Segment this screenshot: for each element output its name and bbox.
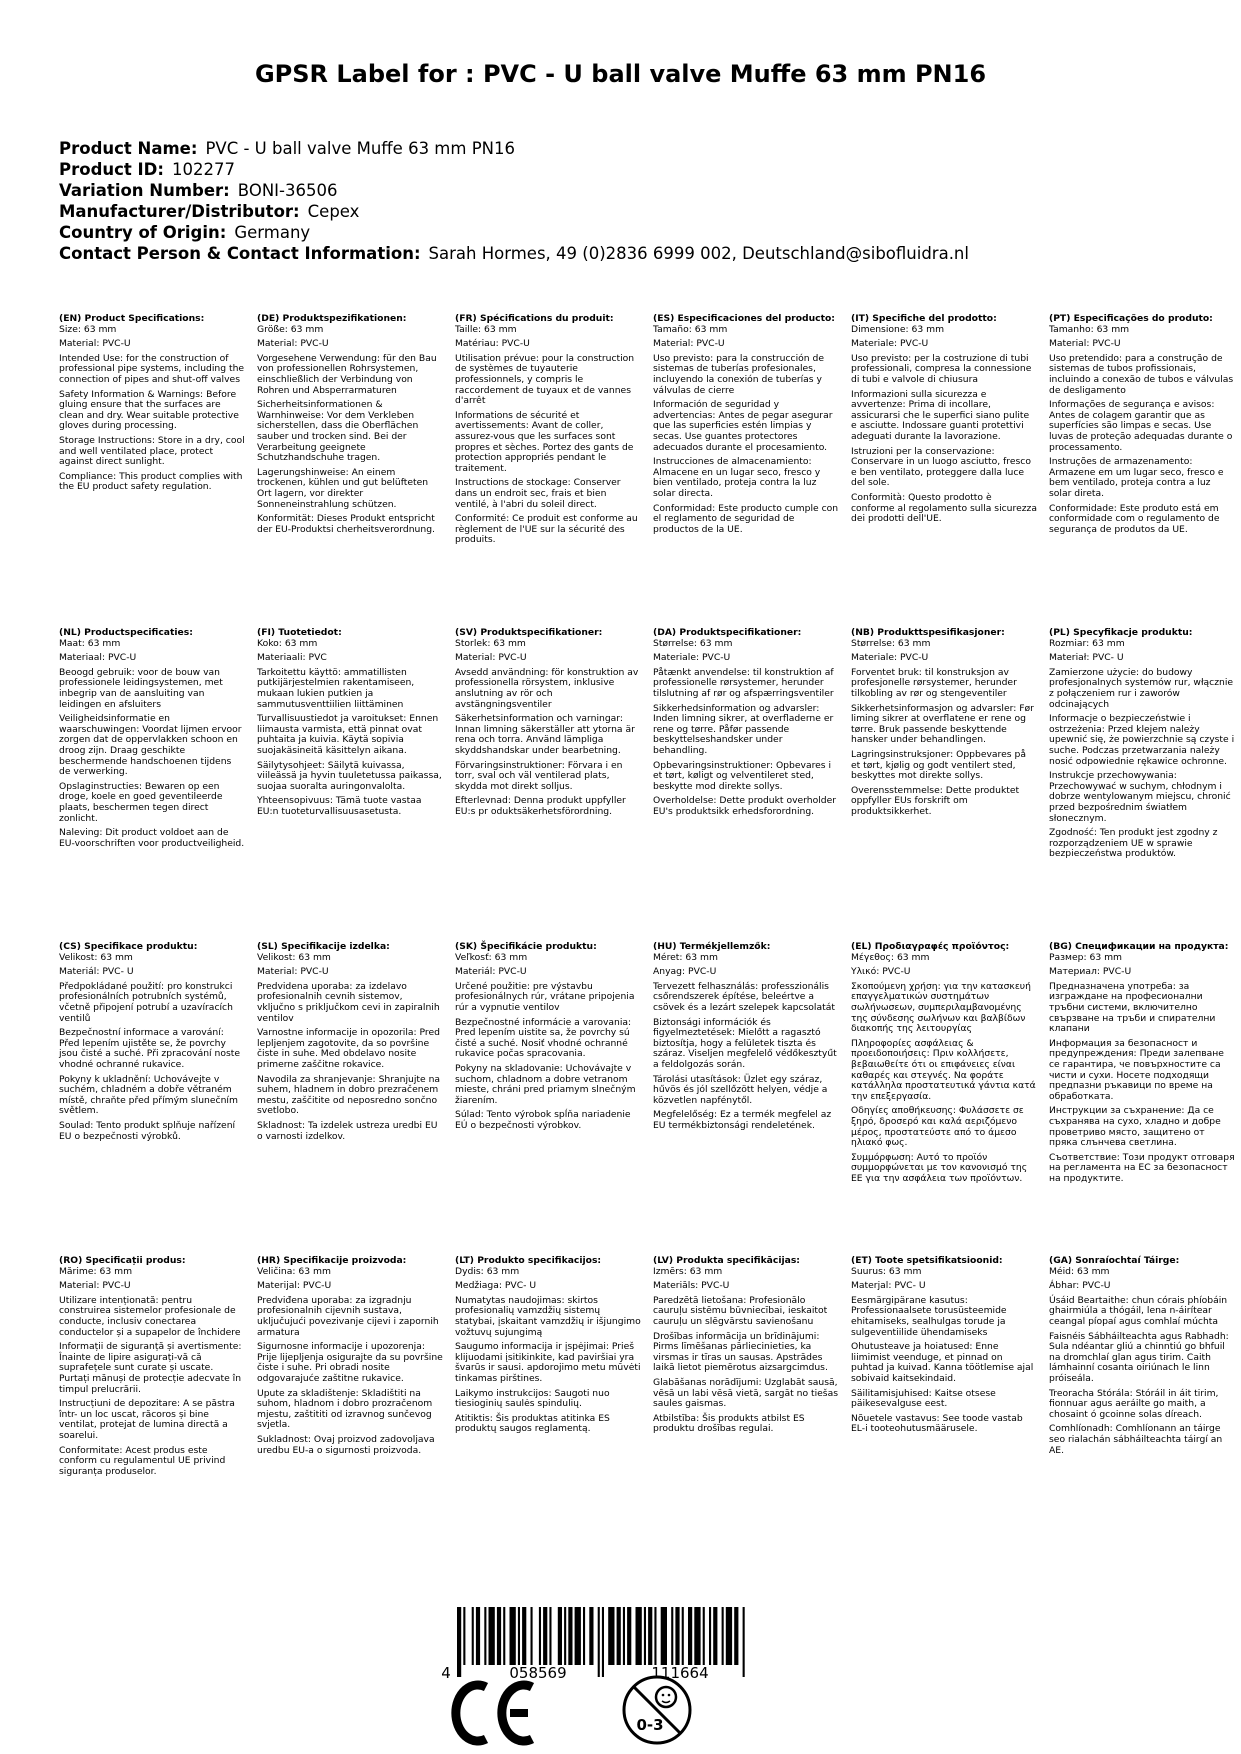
barcode-digits-right: 111664 [651,1664,709,1682]
spec-line: Veľkosť: 63 mm [455,951,528,963]
spec-paragraph: Veiligheidsinformatie en waarschuwingen: Voordat lijmen ervoor zorgen dat de oppervlakken schoon en droog zijn. Draag geschikte beschermende handschoenen tijdens de verwerking. [59,713,242,778]
spec-block [851,314,1037,525]
spec-heading: (NL) Productspecificaties: [59,627,193,638]
spec-paragraph: Tárolási utasítások: Üzlet egy száraz, hűvös és jól szellőzött helyen, védje a közvetlen napfénytől. [653,1073,828,1106]
spec-paragraph: Συμμόρφωση: Αυτό το προϊόν συμμορφώνεται με τον κανονισμό της ΕΕ για την ασφάλεια των προϊόντων. [851,1151,1028,1184]
spec-paragraph: Sigurnosne informacije i upozorenja: Prije lijepljenja osigurajte da su površine čiste i suhe. Pri obradi nosite odgovarajuće zaštitne rukavice. [257,1341,443,1384]
barcode-bar [484,1607,486,1665]
barcode-bar [675,1607,679,1665]
spec-paragraph: Varnostne informacije in opozorila: Pred lepljenjem zagotovite, da so površine čiste in suhe. Med obdelavo nosite primerne zaščitne rokavice. [257,1027,440,1070]
spec-paragraph: Instructions de stockage: Conserver dans un endroit sec, frais et bien ventilé, à l'abri du soleil direct. [455,477,621,510]
spec-line: Μέγεθος: 63 mm [851,951,930,963]
spec-paragraph: Turvallisuustiedot ja varoitukset: Ennen liimausta varmista, että pinnat ovat puhtaita ja kuivia. Käytä sopivia suojakäsineitä käsittelyn aikana. [257,713,439,756]
spec-heading: (HU) Termékjellemzők: [653,941,771,952]
spec-paragraph: Soulad: Tento produkt splňuje nařízení EU o bezpečnosti výrobků. [59,1119,236,1142]
spec-paragraph: Atbilstība: Šis produkts atbilst ES produktu drošības regulai. [653,1412,805,1435]
spec-paragraph: Skladnost: Ta izdelek ustreza uredbi EU o varnosti izdelkov. [257,1119,438,1142]
spec-heading: (DE) Produktspezifikationen: [257,313,407,324]
info-label: Variation Number: [59,181,230,200]
info-row [59,138,1209,159]
spec-paragraph: Úsáid Beartaithe: chun córais phíobáin ghairmiúla a thógáil, lena n-áirítear ceangal píopaí agus comhlaí múchta [1049,1294,1228,1327]
spec-block [851,942,1037,1184]
info-label: Country of Origin: [59,223,227,242]
barcode-bar [489,1607,495,1665]
barcode-bar [661,1607,667,1665]
spec-block [1049,628,1235,860]
spec-block [455,314,641,546]
spec-heading: (FR) Spécifications du produit: [455,313,614,324]
spec-heading: (SK) Špecifikácie produktu: [455,941,597,952]
spec-line: Rozmiar: 63 mm [1049,637,1125,649]
spec-line: Velikost: 63 mm [59,951,133,963]
spec-paragraph: Faisnéis Sábháilteachta agus Rabhadh: Sula ndéantar gliú a chinntiú go bhfuil na dromchlaí glan agus tirim. Caith lámhainní cosanta oiriúnach le linn próiseála. [1049,1330,1229,1384]
barcode-bar [734,1607,738,1665]
spec-paragraph: Bezpečnostné informácie a varovania: Pred lepením uistite sa, že povrchy sú čisté a suché. Nosiť vhodné ochranné rukavice počas spracovania. [455,1016,632,1060]
barcode-bar [644,1607,646,1665]
spec-paragraph: Vorgesehene Verwendung: für den Bau von professionellen Rohrsystemen, einschließlich der Verbindung von Rohren und Absperrarmaturen [257,352,437,396]
spec-paragraph: Sikkerhetsinformasjon og advarsler: Før liming sikrer at overflatene er rene og tørre. Bruk passende beskyttende hansker under behandlingen. [851,702,1034,746]
spec-block [1049,1256,1235,1456]
spec-line: Größe: 63 mm [257,323,324,335]
spec-paragraph: Opslaginstructies: Bewaren op een droge, koele en goed geventileerde plaats, beschermen tegen direct zonlicht. [59,780,223,824]
info-row [59,201,1209,222]
spec-paragraph: Upute za skladištenje: Skladištiti na suhom, hladnom i dobro prozračenom mjestu, zaštititi od izravnog sunčevog svjetla. [257,1387,433,1431]
spec-paragraph: Megfelelőség: Ez a termék megfelel az EU termékbiztonsági rendeletének. [653,1109,832,1131]
spec-paragraph: Drošības informācija un brīdinājumi: Pirms līmēšanas pārliecinieties, ka virsmas ir tīras un sausas. Apstrādes laikā lietot piemērotus aizsargcimdus. [653,1330,828,1374]
spec-paragraph: Uso previsto: para la construcción de sistemas de tuberías profesionales, incluyendo la conexión de tuberías y válvulas de cierre [653,352,825,396]
spec-line: Ábhar: PVC-U [1049,1280,1111,1292]
barcode-digits-left: 058569 [509,1664,567,1682]
spec-line: Veličina: 63 mm [257,1265,331,1277]
spec-paragraph: Utilizare intenționată: pentru construirea sistemelor profesionale de conducte, inclusiv conectarea conductelor și a supapelor de închidere [59,1294,241,1338]
spec-paragraph: Pokyny k ukladnění: Uchovávejte v suchém, chladném a dobře větraném místě, chraňte před přímým slunečním světlem. [59,1073,238,1117]
spec-line: Materiale: PVC-U [851,338,929,350]
barcode-bar [568,1607,572,1665]
spec-line: Materiale: PVC-U [851,652,929,664]
barcode-bar [703,1607,705,1665]
spec-line: Materiaal: PVC-U [59,652,137,664]
spec-block [455,942,641,1132]
barcode-bar [503,1607,505,1665]
spec-paragraph: Informações de segurança e avisos: Antes de colagem garantir que as superfícies são limpas e secas. Use luvas de proteção adequadas durante o processamento. [1049,399,1233,453]
spec-line: Dydis: 63 mm [455,1265,520,1277]
spec-block [653,314,839,535]
spec-paragraph: Säkerhetsinformation och varningar: Innan limning säkerställer att ytorna är rena och torra. Använd lämpliga skyddshandskar under bearbetning. [455,713,635,756]
barcode-bar [722,1607,724,1665]
info-value: BONI-36506 [237,181,338,200]
barcode-bar [549,1607,551,1665]
spec-paragraph: Conformidade: Este produto está em conformidade com o regulamento de segurança de produtos da UE. [1049,502,1220,535]
spec-paragraph: Beoogd gebruik: voor de bouw van professionele leidingsystemen, met inbegrip van de aansluiting van leidingen en afsluiters [59,666,223,710]
barcode-bar [617,1607,621,1665]
barcode-bar [564,1607,566,1665]
barcode-digit-prefix: 4 [441,1664,451,1682]
barcode-bar [694,1607,700,1665]
barcode-bar [575,1607,581,1665]
product-info [59,138,1209,264]
spec-line: Størrelse: 63 mm [653,637,733,649]
info-value: Germany [234,223,311,242]
spec-paragraph: Předpokládané použití: pro konstrukci profesionálních potrubních systémů, včetně připojení potrubí a uzavíracích ventilů [59,980,233,1024]
spec-line: Mărime: 63 mm [59,1265,133,1277]
spec-block [59,942,245,1142]
barcode-bar [472,1607,474,1665]
spec-paragraph: Lagringsinstruksjoner: Oppbevares på et tørt, kjølig og godt ventilert sted, beskyttes mot direkte sollys. [851,748,1026,782]
spec-paragraph: Informacje o bezpieczeństwie i ostrzeżenia: Przed klejem należy upewnić się, że powierzchnie są czyste i suche. Podczas przetwarzania należy nosić odpowiednie rękawice ochronne. [1049,713,1235,767]
spec-paragraph: Sukladnost: Ovaj proizvod zadovoljava uredbu EU-a o sigurnosti proizvoda. [257,1433,435,1456]
barcode-bar [688,1607,692,1665]
barcode-bar [671,1607,673,1665]
barcode-bar [543,1607,547,1665]
spec-paragraph: Saugumo informacija ir įspėjimai: Prieš klijuodami įsitikinkite, kad paviršiai yra švarūs ir sausi. apdorojimo metu mūvėti tinkamas pirštines. [455,1341,641,1384]
spec-paragraph: Säilytysohjeet: Säilytä kuivassa, viileässä ja hyvin tuuletetussa paikassa, suojaa suoralta auringonvalolta. [257,759,442,792]
spec-paragraph: Lagerungshinweise: An einem trockenen, kühlen und gut belüfteten Ort lagern, vor direkter Sonneneinstrahlung schützen. [257,466,429,510]
spec-line: Méret: 63 mm [653,951,718,963]
spec-line: Medžiaga: PVC- U [455,1280,537,1292]
spec-paragraph: Ohutusteave ja hoiatused: Enne liimimist veenduge, et pinnad on puhtad ja kuivad. Kanna töötlemise ajal sobivaid kaitsekindaid. [851,1341,1034,1384]
spec-paragraph: Съответствие: Този продукт отговаря на регламента на ЕС за безопасност на продуктите. [1049,1151,1235,1184]
spec-line: Materiál: PVC-U [455,966,527,978]
spec-paragraph: Instrucțiuni de depozitare: A se păstra într- un loc uscat, răcoros și bine ventilat, protejat de lumina directă a soarelui. [59,1398,235,1441]
spec-paragraph: Πληροφορίες ασφάλειας & προειδοποιήσεις: Πριν κολλήσετε, βεβαιωθείτε ότι οι επιφάνειες είναι καθαρές και στεγνές. Να φοράτε κατάλληλα προστατευτικά γάντια κατά την επεξεργασία. [851,1037,1036,1102]
spec-paragraph: Σκοπούμενη χρήση: για την κατασκευή επαγγελματικών συστημάτων σωλήνωσεων, συμπεριλαμβανομένης της σύνδεσης σωλήνων και βαλβίδων διακοπής της λειτουργίας [851,980,1031,1035]
barcode-bar [531,1607,533,1665]
spec-line: Material: PVC-U [59,1280,131,1292]
spec-block [257,314,443,535]
spec-line: Tamanho: 63 mm [1049,323,1130,335]
barcode-bar [558,1607,562,1665]
spec-paragraph: Informații de siguranță și avertismente: Înainte de lipire asigurați-vă că suprafețele sunt curate și uscate. Purtați mănuși de protecție adecvate în timpul prelucrării. [59,1341,242,1395]
spec-heading: (NB) Produkttspesifikasjoner: [851,627,1005,638]
barcode-bar [476,1607,480,1665]
spec-heading: (ES) Especificaciones del producto: [653,313,835,324]
spec-paragraph: Instrukcje przechowywania: Przechowywać w suchym, chłodnym i dobrze wentylowanym miejscu, chronić przed bezpośrednim światłem słonecznym. [1049,770,1231,824]
spec-block [455,1256,641,1435]
spec-paragraph: Naleving: Dit product voldoet aan de EU-voorschriften voor productveiligheid. [59,827,245,849]
spec-line: Tamaño: 63 mm [653,323,728,335]
spec-block [257,942,443,1142]
spec-paragraph: Overensstemmelse: Dette produktet oppfyller EUs forskrift om produktsikkerhet. [851,784,1020,817]
spec-line: Matériau: PVC-U [455,338,530,350]
spec-line: Materijal: PVC-U [257,1280,332,1292]
spec-paragraph: Instruções de armazenamento: Armazene em um lugar seco, fresco e bem ventilado, proteja contra a luz solar direta. [1049,456,1224,499]
spec-heading: (ET) Toote spetsifikatsioonid: [851,1255,1003,1266]
spec-paragraph: Overholdelse: Dette produkt overholder EU's produktsikk erhedsforordning. [653,795,837,817]
spec-paragraph: Efterlevnad: Denna produkt uppfyller EU:s pr oduktsäkerhetsförordning. [455,795,626,817]
info-label: Product Name: [59,139,198,158]
spec-block [653,628,839,818]
barcode-bar [648,1607,652,1665]
spec-heading: (LV) Produkta specifikācijas: [653,1255,800,1266]
spec-paragraph: Numatytas naudojimas: skirtos profesionalių vamzdžių sistemų statybai, įskaitant vamzdžių ir išjungimo vožtuvų sujungimą [455,1294,641,1338]
spec-paragraph: Zgodność: Ten produkt jest zgodny z rozporządzeniem UE w sprawie bezpieczeństwa produktów. [1049,827,1218,860]
spec-block [455,628,641,818]
spec-paragraph: Predvidena uporaba: za izdelavo profesionalnih cevnih sistemov, vključno s priključkom cevi in zapiralnih ventilov [257,980,440,1024]
spec-heading: (BG) Спецификации на продукта: [1049,941,1229,952]
spec-line: Материал: PVC-U [1049,966,1132,978]
spec-line: Materiale: PVC-U [653,652,731,664]
spec-paragraph: Istruzioni per la conservazione: Conservare in un luogo asciutto, fresco e ben ventilato, proteggere dalla luce del sole. [851,445,1031,489]
spec-heading: (PT) Especificações do produto: [1049,313,1213,324]
spec-paragraph: Οδηγίες αποθήκευσης: Φυλάσσετε σε ξηρό, δροσερό και καλά αεριζόμενο μέρος, προστατεύστε από το άμεσο ηλιακό φως. [851,1105,1024,1149]
spec-paragraph: Forventet bruk: til konstruksjon av profesjonelle rørsystemer, herunder tilkobling av rør og stengeventiler [851,666,1017,699]
spec-line: Material: PVC-U [1049,338,1121,350]
spec-paragraph: Инструкции за съхранение: Да се съхранява на сухо, хладно и добре проветриво място, защитено от пряка слънчева светлина. [1049,1105,1221,1149]
spec-paragraph: Conformité: Ce produit est conforme au règlement de l'UE sur la sécurité des produits. [455,513,638,546]
spec-paragraph: Informations de sécurité et avertissements: Avant de coller, assurez-vous que les surfaces sont propres et sèches. Portez des gants de protection appropriés pendant le traitement. [455,409,634,474]
spec-heading: (EL) Προδιαγραφές προϊόντος: [851,941,1010,952]
spec-paragraph: Conformitate: Acest produs este conform cu regulamentul UE privind siguranța produselor. [59,1444,226,1477]
barcode-bar [682,1607,684,1665]
spec-block [1049,314,1235,535]
spec-heading: (LT) Produkto specifikacijos: [455,1255,602,1266]
spec-line: Size: 63 mm [59,323,117,335]
spec-paragraph: Tarkoitettu käyttö: ammatillisten putkijärjestelmien rakentamiseen, mukaan lukien putkien ja sammutusventtiilien liittäminen [257,666,415,710]
info-row [59,180,1209,201]
spec-heading: (IT) Specifiche del prodotto: [851,313,997,324]
spec-paragraph: Compliance: This product complies with the EU product safety regulation. [59,470,243,493]
spec-line: Material: PVC-U [59,338,131,350]
spec-heading: (SV) Produktspecifikationer: [455,627,603,638]
info-label: Product ID: [59,160,164,179]
barcode-bar [518,1607,520,1665]
spec-block [59,314,245,493]
barcode-bar [654,1607,656,1665]
spec-paragraph: Säilitamisjuhised: Kaitse otsese päikesevalguse eest. [851,1387,996,1410]
spec-block [59,1256,245,1477]
barcode-bar [589,1607,593,1665]
spec-line: Materiał: PVC- U [1049,652,1124,664]
spec-paragraph: Pokyny na skladovanie: Uchovávajte v suchom, chladnom a dobre vetranom mieste, chráni pred priamym slnečným žiarením. [455,1062,636,1106]
spec-heading: (SL) Specifikacije izdelka: [257,941,390,952]
barcode-bar [497,1607,501,1665]
info-value: PVC - U ball valve Muffe 63 mm PN16 [205,139,515,158]
spec-paragraph: Treoracha Stórála: Stóráil in áit tirim, fionnuar agus aeráilte go maith, a chosaint ó gcoinne solas díreach. [1049,1387,1219,1420]
spec-paragraph: Glabāšanas norādījumi: Uzglabāt sausā, vēsā un labi vēsā vietā, sargāt no tiešas saules gaismas. [653,1376,839,1410]
spec-paragraph: Instrucciones de almacenamiento: Almacene en un lugar seco, fresco y bien ventilado, proteja contra la luz solar directa. [653,456,821,499]
info-value: Cepex [307,202,360,221]
spec-paragraph: Určené použitie: pre výstavbu profesionálnych rúr, vrátane pripojenia rúr a vypnutie ventilov [455,980,635,1013]
spec-paragraph: Conformidad: Este producto cumple con el reglamento de seguridad de productos de la UE. [653,502,839,535]
spec-paragraph: Yhteensopivuus: Tämä tuote vastaa EU:n tuoteturvallisuusasetusta. [257,795,422,817]
barcode-bar [608,1607,614,1665]
barcode-bar [713,1607,717,1665]
conformity-marks [0,1667,1241,1747]
spec-heading: (RO) Specificații produs: [59,1255,186,1266]
spec-paragraph: Nõuetele vastavus: See toode vastab EL-i tooteohutusmäärusele. [851,1412,1023,1435]
spec-paragraph: Eesmärgipärane kasutus: Professionaalsete torusüsteemide ehitamiseks, sealhulgas torude ja sulgeventiilide ühendamiseks [851,1294,1007,1338]
spec-paragraph: Biztonsági információk és figyelmeztetések: Mielőtt a ragasztó biztosítja, hogy a felületek tiszta és száraz. Viseljen megfelelő védőkesztyűt a feldolgozás során. [653,1016,837,1070]
spec-paragraph: Opbevaringsinstruktioner: Opbevares i et tørt, køligt og velventileret sted, beskytte mod direkte sollys. [653,759,832,792]
spec-paragraph: Uso pretendido: para a construção de sistemas de tubos profissionais, incluindo a conexão de tubos e válvulas de desligamento [1049,352,1234,396]
barcode-bar [627,1607,631,1665]
spec-heading: (DA) Produktspecifikationer: [653,627,802,638]
spec-paragraph: Sikkerhedsinformation og advarsler: Inden limning sikrer, at overfladerne er rene og tørre. Påfør passende beskyttelseshandsker under behandling. [653,702,834,756]
spec-paragraph: Atitiktis: Šis produktas atitinka ES produktų saugos reglamentą. [455,1412,610,1435]
barcode-bar [709,1607,711,1665]
spec-line: Materiāls: PVC-U [653,1280,730,1292]
spec-line: Anyag: PVC-U [653,966,717,978]
spec-paragraph: Storage Instructions: Store in a dry, cool and well ventilated place, protect against direct sunlight. [59,434,245,468]
spec-paragraph: Avsedd användning: för konstruktion av professionella rörsystem, inklusive anslutning av rör och avstängningsventiler [455,666,639,710]
spec-block [257,628,443,818]
spec-line: Materjal: PVC- U [851,1280,926,1292]
spec-block [59,628,245,849]
spec-line: Material: PVC-U [653,338,725,350]
spec-heading: (HR) Specifikacije proizvoda: [257,1255,407,1266]
spec-line: Koko: 63 mm [257,637,318,649]
spec-paragraph: Súlad: Tento výrobok spĺňa nariadenie EÚ o bezpečnosti výrobkov. [455,1109,631,1131]
spec-paragraph: Utilisation prévue: pour la construction de systèmes de tuyauterie professionnels, y compris le raccordement de tuyaux et de vannes d'arrêt [455,352,635,407]
spec-line: Materiál: PVC- U [59,966,134,978]
spec-paragraph: Paredzētā lietošana: Profesionālo cauruļu sistēmu būvniecībai, ieskaitot cauruļu un slēgvārstu savienošanu [653,1294,828,1327]
spec-heading: (FI) Tuotetiedot: [257,627,342,638]
spec-line: Méid: 63 mm [1049,1265,1110,1277]
spec-paragraph: Uso previsto: per la costruzione di tubi professionali, compresa la connessione di tubi e valvole di chiusura [851,352,1032,385]
barcode-bar [539,1607,541,1665]
spec-paragraph: Sicherheitsinformationen & Warnhinweise: Vor dem Verkleben sicherstellen, dass die Oberflächen sauber und trocken sind. Bei der Verarbeitung geeignete Schutzhandschuhe tragen. [257,399,419,464]
spec-block [851,628,1037,818]
barcode-bar [463,1607,465,1665]
spec-line: Suurus: 63 mm [851,1265,922,1277]
spec-paragraph: Zamierzone użycie: do budowy profesjonalnych systemów rur, włącznie z połączeniem rur i zaworów odcinających [1049,666,1234,710]
spec-line: Taille: 63 mm [455,323,517,335]
age-warning-icon [624,1677,690,1743]
spec-block [851,1256,1037,1435]
spec-line: Material: PVC-U [257,338,329,350]
spec-paragraph: Información de seguridad y advertencias: Antes de pegar asegurar que las superficies estén limpias y secas. Use guantes protectores adecuados durante el procesamiento. [653,399,833,453]
spec-paragraph: Предназначена употреба: за изграждане на професионални тръбни системи, включително свързване на тръби и спирателни клапани [1049,980,1216,1035]
ce-mark-icon [456,1685,532,1741]
spec-line: Υλικό: PVC-U [851,966,911,978]
spec-paragraph: Laikymo instrukcijos: Saugoti nuo tiesioginių saulės spindulių. [455,1387,610,1410]
spec-line: Storlek: 63 mm [455,637,526,649]
info-row [59,222,1209,243]
barcode-bar [522,1607,526,1665]
info-value: Sarah Hormes, 49 (0)2836 6999 002, Deutschland@sibofluidra.nl [428,244,969,263]
barcode-bar [726,1607,732,1665]
spec-paragraph: Conformità: Questo prodotto è conforme al regolamento sulla sicurezza dei prodotti dell'UE. [851,491,1038,525]
spec-paragraph: Safety Information & Warnings: Before gluing ensure that the surfaces are clean and dry. Wear suitable protective gloves during processing. [59,388,239,432]
spec-line: Størrelse: 63 mm [851,637,931,649]
spec-heading: (EN) Product Specifications: [59,313,205,324]
spec-paragraph: Comhlíonadh: Comhlíonann an táirge seo rialachán sábháilteachta táirgí an AE. [1049,1423,1223,1456]
spec-line: Dimensione: 63 mm [851,323,945,335]
spec-line: Materiaali: PVC [257,652,327,664]
spec-paragraph: Informazioni sulla sicurezza e avvertenze: Prima di incollare, assicurarsi che le superfici siano pulite e asciutte. Indossare guanti protettivi adeguati durante la lavorazione. [851,388,1030,442]
spec-block [653,1256,839,1435]
spec-line: Izmērs: 63 mm [653,1265,723,1277]
spec-paragraph: Predviđena uporaba: za izgradnju profesionalnih cijevnih sustava, uključujući povezivanje cijevi i zapornih armatura [257,1294,439,1338]
spec-paragraph: Navodila za shranjevanje: Shranjujte na suhem, hladnem in dobro prezračenem mestu, zaščitite od neposredno sončno svetlobo. [257,1073,441,1117]
spec-line: Размер: 63 mm [1049,951,1122,963]
info-label: Contact Person & Contact Information: [59,244,421,263]
info-row [59,243,1209,264]
spec-paragraph: Intended Use: for the construction of professional pipe systems, including the connection of pipes and shut-off valves [59,352,245,385]
spec-paragraph: Информация за безопасност и предупреждения: Преди залепване се гарантира, че повърхностите са чисти и сухи. Носете подходящи предпазни ръкавици по време на обработката. [1049,1037,1224,1102]
barcode-bar [623,1607,625,1665]
spec-line: Velikost: 63 mm [257,951,331,963]
barcode-bar [636,1607,642,1665]
barcode-bar [583,1607,585,1665]
spec-line: Material: PVC-U [455,652,527,664]
spec-heading: (GA) Sonraíochtaí Táirge: [1049,1255,1180,1266]
barcode-bar [510,1607,516,1665]
page-title: GPSR Label for : PVC - U ball valve Muffe 63 mm PN16 [254,60,987,88]
info-row [59,159,1209,180]
spec-heading: (CS) Specifikace produktu: [59,941,198,952]
spec-block [257,1256,443,1456]
spec-block [1049,942,1235,1184]
spec-block [653,942,839,1132]
info-value: 102277 [171,160,235,179]
spec-paragraph: Förvaringsinstruktioner: Förvara i en torr, sval och väl ventilerad plats, skydda mot direkt solljus. [455,759,623,792]
spec-paragraph: Konformität: Dieses Produkt entspricht der EU-Produktsi cherheitsverordnung. [257,513,435,535]
spec-paragraph: Påtænkt anvendelse: til konstruktion af professionelle rørsystemer, herunder tilslutning af rør og afspærringsventiler [653,666,834,699]
age-label: 0-3 [636,1716,664,1734]
spec-paragraph: Tervezett felhasználás: professzionális csőrendszerek építése, beleértve a csövek és a lezárt szelepek kapcsolatát [653,980,835,1013]
spec-paragraph: Bezpečnostní informace a varování: Před lepením ujistěte se, že povrchy jsou čisté a suché. Při zpracování noste vhodné ochranné rukavice. [59,1027,241,1070]
info-label: Manufacturer/Distributor: [59,202,300,221]
spec-heading: (PL) Specyfikacje produktu: [1049,627,1193,638]
spec-line: Maat: 63 mm [59,637,121,649]
spec-line: Material: PVC-U [257,966,329,978]
